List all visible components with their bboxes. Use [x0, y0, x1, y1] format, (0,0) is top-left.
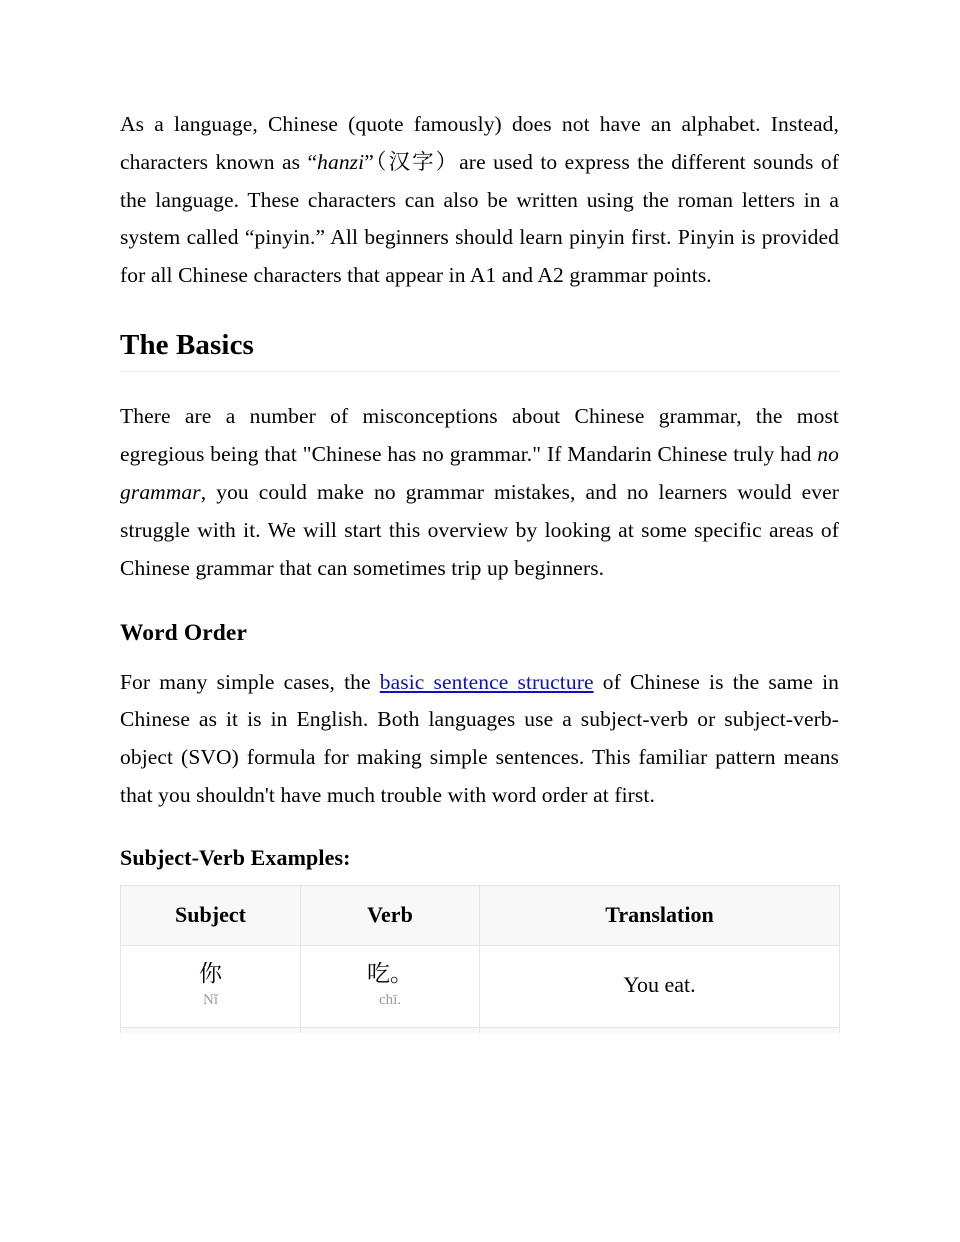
column-header-translation: Translation: [480, 886, 840, 946]
subject-verb-examples-label: Subject-Verb Examples:: [120, 844, 351, 870]
heading-the-basics: The Basics: [120, 328, 254, 361]
word-order-paragraph: [120, 664, 839, 815]
intro-paragraph: [120, 106, 839, 295]
hanzi-italic-term: hanzi: [317, 149, 365, 174]
cell-subject: [121, 946, 301, 1027]
basics-text-part-2: , you could make no grammar mistakes, and no learners would ever struggle with it. We will start this overview by looking at some specific areas of Chinese grammar that can sometimes trip up beginners.: [120, 479, 839, 580]
subject-hanzi: 你: [199, 961, 222, 988]
table-header-row: [121, 886, 840, 946]
word-order-text-part-1: For many simple cases, the: [120, 669, 380, 694]
basic-sentence-structure-link[interactable]: basic sentence structure: [379, 669, 594, 694]
translation-text: You eat.: [623, 972, 696, 998]
intro-text-part-2: ”（汉字）are used to express the different sounds of the language. These characters can also be written using the roman letters in a system called “pinyin.” All beginners should learn pinyin first. Pinyin is provided for all Chinese characters that appear in A1 and A2 grammar points.: [120, 149, 840, 288]
table-row: [121, 946, 840, 1027]
column-header-subject: Subject: [121, 886, 301, 946]
word-order-text-part-2: of Chinese is the same in Chinese as it is in English. Both languages use a subject-verb or subject-verb-object (SVO) formula for making simple sentences. This familiar pattern means that you shouldn't have much trouble with word order at first.: [120, 669, 839, 807]
subject-pinyin: Nǐ: [203, 992, 218, 1009]
heading-divider-rule: [120, 371, 839, 372]
heading-word-order: Word Order: [120, 620, 247, 647]
verb-hanzi: 吃。: [367, 961, 413, 988]
basics-paragraph: [120, 398, 839, 587]
examples-table-wrapper: [120, 885, 841, 1033]
cell-verb: [301, 946, 480, 1027]
table-row-clipped: [121, 1027, 840, 1033]
intro-text-part-1: As a language, Chinese (quote famously) does not have an alphabet. Instead, characters known as “: [120, 112, 839, 174]
no-grammar-italic-term: no grammar: [120, 442, 839, 504]
subject-verb-examples-table: [120, 885, 840, 1033]
cell-verb-clipped: [301, 1027, 480, 1033]
basics-text-part-1: There are a number of misconceptions about Chinese grammar, the most egregious being that "Chinese has no grammar." If Mandarin Chinese truly had: [120, 404, 839, 467]
verb-pinyin: chī.: [378, 992, 402, 1009]
cell-subject-clipped: [121, 1027, 301, 1033]
cell-translation: [480, 946, 840, 1027]
cell-translation-clipped: [480, 1027, 840, 1033]
column-header-verb: Verb: [301, 886, 480, 946]
document-content: [120, 106, 839, 1033]
